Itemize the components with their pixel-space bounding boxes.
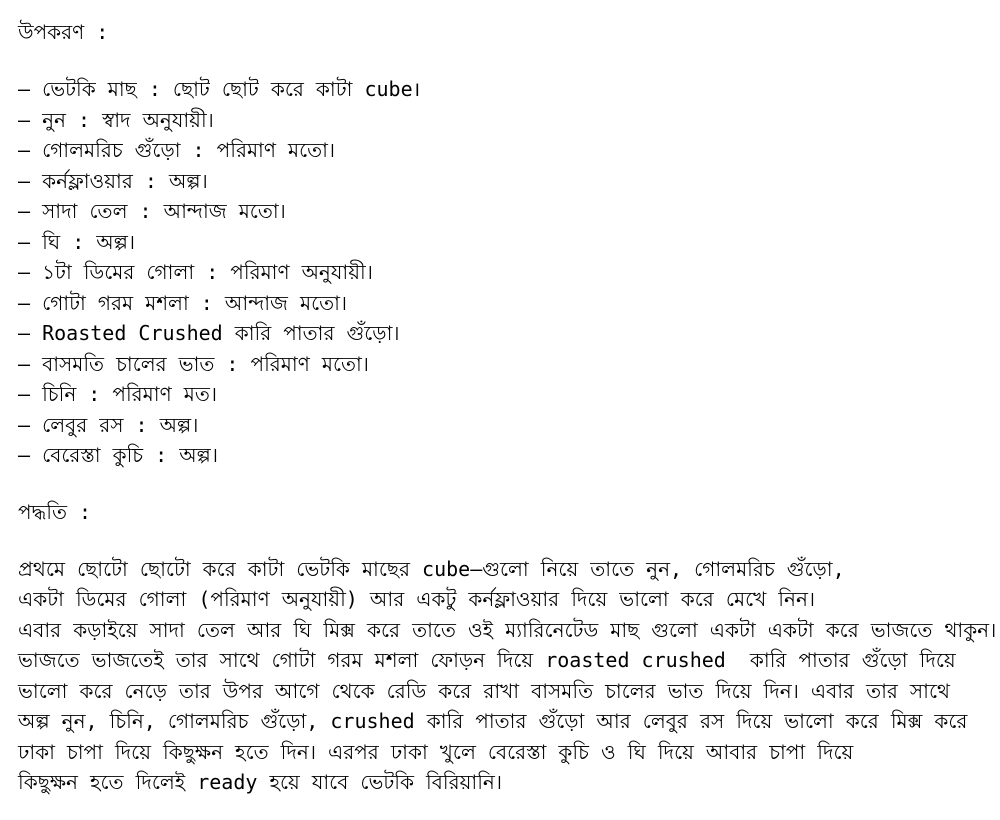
method-line: এবার কড়াইয়ে সাদা তেল আর ঘি মিক্স করে তাতে ওই ম্যারিনেটেড মাছ গুলো একটা একটা করে ভাজতে থাকুন। — [18, 617, 997, 642]
ingredient-item: – চিনি : পরিমাণ মত। — [18, 382, 217, 406]
method-line: অল্প নুন, চিনি, গোলমরিচ গুঁড়ো, crushed কারি পাতার গুঁড়ো আর লেবুর রস দিয়ে ভালো করে মিক্স করে — [18, 709, 968, 733]
ingredient-item: – ভেটকি মাছ : ছোট ছোট করে কাটা cube। — [18, 77, 421, 101]
ingredient-item: – নুন : স্বাদ অনুযায়ী। — [18, 107, 214, 132]
recipe-document — [18, 17, 997, 798]
ingredients-list — [18, 74, 993, 471]
method-line: ভালো করে নেড়ে তার উপর আগে থেকে রেডি করে রাখা বাসমতি চালের ভাত দিয়ে দিন। এবার তার সাথে — [18, 678, 950, 703]
ingredient-item: – লেবুর রস : অল্প। — [18, 412, 199, 437]
ingredient-item: – গোটা গরম মশলা : আন্দাজ মতো। — [18, 290, 348, 315]
spacer — [18, 527, 993, 554]
method-heading: পদ্ধতি : — [18, 499, 92, 524]
ingredients-section — [18, 17, 993, 471]
method-line: প্রথমে ছোটো ছোটো করে কাটা ভেটকি মাছের cube–গুলো নিয়ে তাতে নুন, গোলমরিচ গুঁড়ো, — [18, 556, 845, 581]
ingredient-item: – ১টা ডিমের গোলা : পরিমাণ অনুযায়ী। — [18, 260, 373, 284]
spacer — [18, 47, 993, 74]
ingredient-item: – বেরেস্তা কুচি : অল্প। — [18, 443, 218, 467]
ingredient-item: – কর্নফ্লাওয়ার : অল্প। — [18, 168, 208, 193]
method-line: ঢাকা চাপা দিয়ে কিছুক্ষন হতে দিন। এরপর ঢাকা খুলে বেরেস্তা কুচি ও ঘি দিয়ে আবার চাপা দিয়ে — [18, 739, 854, 764]
ingredient-item: – গোলমরিচ গুঁড়ো : পরিমাণ মতো। — [18, 138, 336, 162]
ingredient-item: – ঘি : অল্প। — [18, 229, 136, 254]
method-line: ভাজতে ভাজতেই তার সাথে গোটা গরম মশলা ফোড়ন দিয়ে roasted crushed কারি পাতার গুঁড়ো দিয়ে — [18, 648, 956, 672]
method-paragraph — [18, 554, 997, 798]
method-line: একটা ডিমের গোলা (পরিমাণ অনুযায়ী) আর একটু কর্নফ্লাওয়ার দিয়ে ভালো করে মেখে নিন। — [18, 587, 816, 611]
ingredient-item: – সাদা তেল : আন্দাজ মতো। — [18, 199, 286, 223]
method-line: কিছুক্ষন হতে দিলেই ready হয়ে যাবে ভেটকি বিরিয়ানি। — [18, 770, 502, 794]
spacer — [18, 471, 993, 497]
method-section — [18, 497, 997, 798]
ingredients-heading: উপকরণ : — [18, 20, 109, 44]
ingredient-item: – Roasted Crushed কারি পাতার গুঁড়ো। — [18, 321, 400, 345]
ingredient-item: – বাসমতি চালের ভাত : পরিমাণ মতো। — [18, 351, 369, 376]
